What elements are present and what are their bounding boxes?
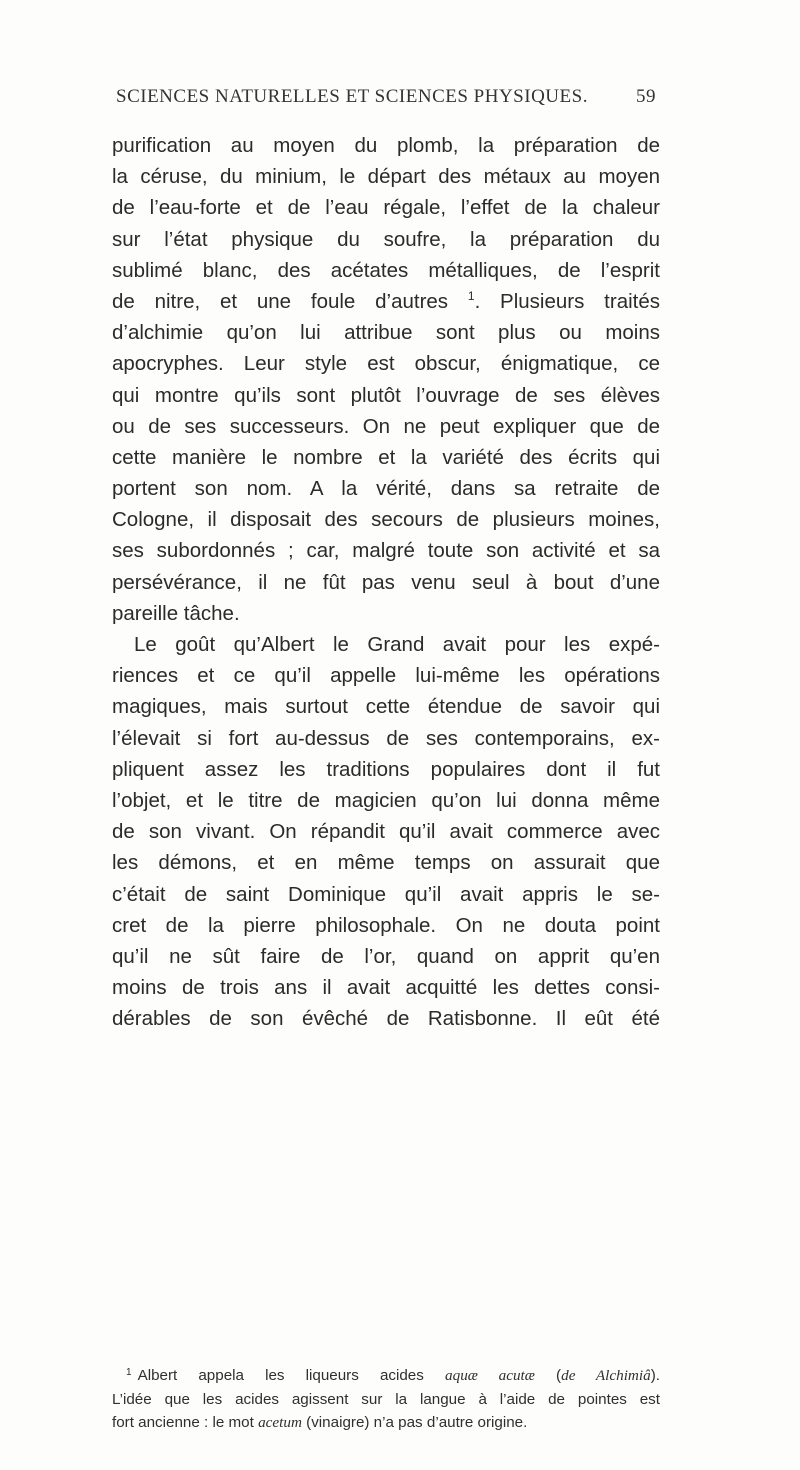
text-line: cret de la pierre philosophale. On ne douta point <box>112 913 660 937</box>
text-line: qui montre qu’ils sont plutôt l’ouvrage de ses élèves <box>112 383 660 407</box>
footnote-italic: acetum <box>258 1414 302 1431</box>
text-line: l’objet, et le titre de magicien qu’on lui donna même <box>112 788 660 812</box>
text-line: purification au moyen du plomb, la préparation de <box>112 134 660 157</box>
text-line: l’élevait si fort au-dessus de ses contemporains, ex- <box>112 726 660 750</box>
text-line: pareille tâche. <box>112 601 240 625</box>
text-line: magiques, mais surtout cette étendue de savoir qui <box>112 695 660 719</box>
page-number: 59 <box>636 86 656 107</box>
footnote-text: ). <box>650 1367 660 1384</box>
footnote-text: (vinaigre) n’a pas d’autre origine. <box>306 1414 528 1431</box>
text-line: les démons, et en même temps on assurait que <box>112 851 660 875</box>
text-line: ses subordonnés ; car, malgré toute son activité et sa <box>112 539 660 563</box>
text-line: cette manière le nombre et la variété des écrits qui <box>112 445 660 469</box>
text-line-with-note <box>112 286 660 317</box>
text-line: ou de ses successeurs. On ne peut expliquer que de <box>112 414 660 438</box>
running-title: SCIENCES NATURELLES ET SCIENCES PHYSIQUES. <box>116 86 588 107</box>
footnote-reference: 1 <box>467 288 475 303</box>
text-line: Cologne, il disposait des secours de plusieurs moines, <box>112 508 660 532</box>
text-line: apocryphes. Leur style est obscur, énigmatique, ce <box>112 352 660 376</box>
text-line: dérables de son évêché de Ratisbonne. Il eût été <box>112 1007 660 1031</box>
text-line: qu’il ne sût faire de l’or, quand on apprit qu’en <box>112 944 660 968</box>
text-line: sublimé blanc, des acétates métalliques, de l’esprit <box>112 258 660 282</box>
footnote-marker: 1 <box>126 1367 132 1378</box>
running-head <box>116 86 656 108</box>
text-segment: . Plusieurs traités <box>474 289 660 313</box>
footnote-text: fort ancienne : le mot <box>112 1414 254 1431</box>
text-line: de son vivant. On répandit qu’il avait commerce avec <box>112 820 660 844</box>
text-line: Le goût qu’Albert le Grand avait pour les expé- <box>134 633 660 656</box>
text-line: la céruse, du minium, le départ des métaux au moyen <box>112 165 660 189</box>
text-segment: de nitre, et une foule d’autres <box>112 289 449 313</box>
footnote <box>112 1364 660 1435</box>
text-line: de l’eau-forte et de l’eau régale, l’effet de la chaleur <box>112 196 660 220</box>
text-line: d’alchimie qu’on lui attribue sont plus ou moins <box>112 321 660 345</box>
footnote-italic: aquæ acutæ <box>445 1367 535 1384</box>
text-line: moins de trois ans il avait acquitté les dettes consi- <box>112 976 660 1000</box>
footnote-text: Albert appela les liqueurs acides <box>137 1367 424 1384</box>
text-line: sur l’état physique du soufre, la préparation du <box>112 227 660 251</box>
footnote-line: L’idée que les acides agissent sur la langue à l’aide de pointes est <box>112 1390 660 1408</box>
footnote-line <box>112 1364 660 1388</box>
footnote-line <box>112 1411 660 1435</box>
footnote-italic: de Alchimiâ <box>561 1367 651 1384</box>
text-line: persévérance, il ne fût pas venu seul à bout d’une <box>112 570 660 594</box>
text-line: riences et ce qu’il appelle lui-même les opérations <box>112 664 660 688</box>
text-line: pliquent assez les traditions populaires dont il fut <box>112 757 660 781</box>
text-line: portent son nom. A la vérité, dans sa retraite de <box>112 477 660 501</box>
main-text <box>112 130 660 1034</box>
footnote-text: ( <box>556 1367 562 1384</box>
text-line: c’était de saint Dominique qu’il avait appris le se- <box>112 882 660 906</box>
